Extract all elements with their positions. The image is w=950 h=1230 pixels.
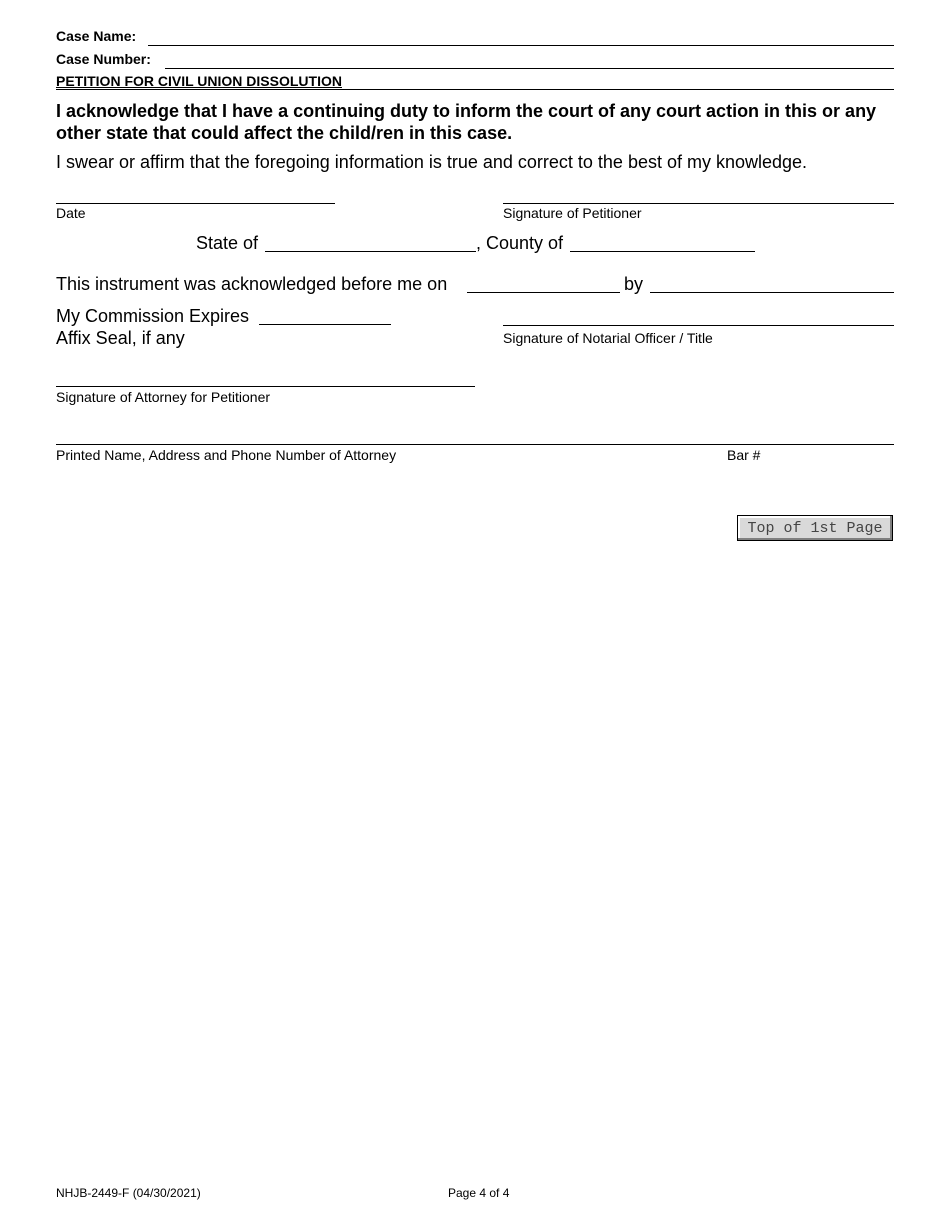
by-label: by [624, 274, 644, 294]
case-name-label: Case Name: [56, 28, 137, 44]
top-of-first-page-button[interactable]: Top of 1st Page [737, 515, 893, 541]
attorney-signature-label: Signature of Attorney for Petitioner [56, 389, 271, 405]
notary-signature-field[interactable] [503, 305, 894, 326]
seal-label: Affix Seal, if any [56, 328, 185, 348]
state-field[interactable] [265, 231, 476, 252]
form-title: PETITION FOR CIVIL UNION DISSOLUTION [56, 73, 342, 89]
petitioner-signature-field[interactable] [503, 183, 894, 204]
page-number: Page 4 of 4 [448, 1186, 510, 1200]
bar-number-label: Bar # [727, 447, 761, 463]
date-field[interactable] [56, 183, 335, 204]
acknowledged-date-field[interactable] [467, 272, 620, 293]
header-divider [56, 89, 894, 90]
oath-text: I swear or affirm that the foregoing information is true and correct to the best of my knowledge. [56, 152, 808, 172]
petitioner-signature-label: Signature of Petitioner [503, 205, 642, 221]
case-number-label: Case Number: [56, 51, 151, 67]
commission-expires-field[interactable] [259, 304, 391, 325]
acknowledged-by-field[interactable] [650, 272, 894, 293]
attorney-signature-field[interactable] [56, 366, 475, 387]
state-label: State of [196, 233, 259, 253]
notary-signature-label: Signature of Notarial Officer / Title [503, 330, 713, 346]
attorney-info-label: Printed Name, Address and Phone Number of Attorney [56, 447, 397, 463]
commission-label: My Commission Expires [56, 306, 250, 326]
date-label: Date [56, 205, 86, 221]
attorney-info-field[interactable] [56, 424, 894, 445]
acknowledgement-text: I acknowledge that I have a continuing duty to inform the court of any court action in this or any other state that could affect the child/ren in this case. [56, 101, 877, 143]
county-field[interactable] [570, 231, 755, 252]
form-id: NHJB-2449-F (04/30/2021) [56, 1186, 201, 1200]
case-number-field[interactable] [165, 48, 894, 69]
acknowledged-label: This instrument was acknowledged before me on [56, 274, 448, 294]
county-label: , County of [476, 233, 564, 253]
case-name-field[interactable] [148, 25, 894, 46]
